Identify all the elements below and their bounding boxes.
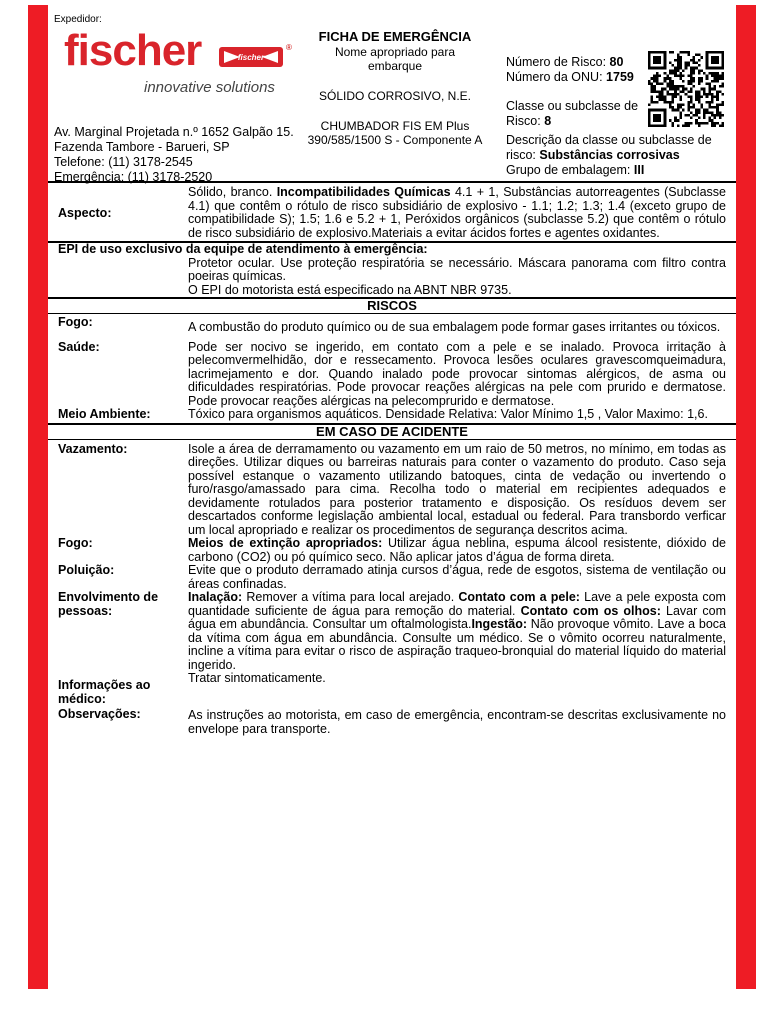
medico-text: Tratar sintomaticamente. [188, 671, 326, 685]
acidente-fogo-row [48, 537, 736, 564]
onu-number: 1759 [606, 70, 634, 84]
left-red-border [28, 5, 48, 989]
sheet-body [48, 184, 736, 736]
epi-section [48, 241, 736, 297]
aspecto-text-post: 4.1 + 1, Substâncias autorreagentes (Subclasse 4.1) que contêm o rótulo de risco subsidiário de explosivo - 1.1; 1.2; 1.3; 1.4 (exceto grupo de compatibilidade S); 1.5; 1.6 e 5.2 + 1, Peróxidos orgânicos (subclasse 5.2) que contêm o rótulo de risco subsidiário de explosivo.Materiais a evitar ácidos fortes e agentes oxidantes. [188, 185, 726, 240]
inalacao-label: Inalação: [188, 590, 243, 604]
header [48, 5, 736, 183]
incompatibilidades-label: Incompatibilidades Químicas [276, 185, 451, 199]
shipping-name-label: Nome apropriado para embarque [334, 45, 456, 73]
onu-label: Número da ONU: [506, 70, 603, 84]
epi-title: EPI de uso exclusivo da equipe de atendimento à emergência: [58, 242, 428, 256]
inalacao-text: Remover a vítima para local arejado. [246, 590, 455, 604]
expedidor-label: Expedidor: [54, 14, 102, 25]
pele-text: Lave a pele exposta com quantidade suficiente de água para remoção do material. [188, 590, 726, 618]
envolvimento-label: Envolvimento de pessoas: [58, 590, 159, 618]
qr-code [648, 51, 724, 127]
fischer-plug-icon [218, 45, 284, 69]
observacoes-label: Observações: [58, 707, 141, 721]
shipping-name: SÓLIDO CORROSIVO, N.E. [318, 89, 472, 103]
vazamento-row [48, 443, 736, 538]
packing-group-label: Grupo de embalagem: [506, 163, 631, 177]
saude-text: Pode ser nocivo se ingerido, em contato com a pele e se inalado. Provoca irritação à pelecomvermelhidão, dor e ressecamento. Provoca lesões oculares gravescomqueimadura, lacrimejamento e dor. Quando inalado pode provocar sintomas alérgicos, de asma ou dificuldades respiratórias. Pode provocar reações alérgicas na pele com prurido e dermatose. Pode provocar reações alérgicas na pelecomprurido e dermatose. [188, 339, 726, 408]
observacoes-text: As instruções ao motorista, em caso de emergência, encontram-se descritas exclusivamente no envelope para transporte. [188, 708, 726, 736]
aspecto-label: Aspecto: [58, 206, 112, 220]
ingestao-text: Não provoque vômito. Lave a boca da vítima com água em abundância. Consulte um médico. Se o vômito ocorreu naturalmente, incline a vítima para evitar o risco de aspiração traqueo-bronquial do material líquido do material ingerido. [188, 617, 726, 672]
phone-line: Telefone: (11) 3178-2545 [54, 155, 193, 169]
fischer-logo: fischer [64, 26, 202, 75]
vazamento-label: Vazamento: [58, 441, 128, 456]
registered-mark: ® [286, 43, 292, 52]
risk-number: 80 [609, 55, 624, 69]
address-line: Av. Marginal Projetada n.º 1652 Galpão 15. [54, 125, 294, 139]
aspecto-text-pre: Sólido, branco. [188, 185, 273, 199]
vazamento-text: Isole a área de derramamento ou vazamento em um raio de 50 metros, no mínimo, em todas as direções. Utilizar diques ou barreiras naturais para conter o vazamento do produto. Caso seja possível estanque o vazamento utilizando batoques, cinta de vedação ou invertendo o furo/rasgo/amassado para cima. Recolha todo o material em recipientes adequados e devidamente rotulados para posterior tratamento e disposição. Os resíduos devem ser descartados conforme legislação ambiental local, estadual ou federal. Para transbordo verficar um local apropriado e realizar os procedimentos de segurança descritos acima. [188, 441, 726, 537]
class-desc: Substâncias corrosivas [539, 148, 680, 162]
page-title: FICHA DE EMERGÊNCIA [318, 29, 472, 44]
ingestao-label: Ingestão: [471, 617, 528, 631]
envolvimento-row [48, 591, 736, 672]
product-name: CHUMBADOR FIS EM Plus 390/585/1500 S - Componente A [307, 119, 483, 147]
acidente-fogo-label: Fogo: [58, 536, 93, 550]
olhos-text: Lavar com água em abundância. Consultar um oftalmologista. [188, 603, 726, 631]
meio-ambiente-label: Meio Ambiente: [58, 407, 151, 421]
saude-row [48, 341, 736, 409]
poluicao-text: Evite que o produto derramado atinja cursos d’água, rede de esgotos, sistema de ventilação ou áreas confinadas. [188, 563, 726, 591]
logo-tagline: innovative solutions [144, 79, 275, 96]
olhos-label: Contato com os olhos: [520, 603, 661, 618]
envolvimento-text [188, 591, 736, 672]
riscos-heading: RISCOS [48, 297, 736, 314]
saude-label: Saúde: [58, 339, 100, 354]
observacoes-row [48, 708, 736, 736]
aspecto-text [188, 186, 736, 240]
acidente-heading: EM CASO DE ACIDENTE [48, 423, 736, 440]
acidente-fogo-text [188, 537, 736, 564]
title-block [300, 29, 490, 147]
meio-ambiente-row [48, 408, 736, 422]
class-label: Classe ou subclasse de Risco: [506, 99, 639, 128]
riscos-fogo-row [48, 316, 736, 335]
poluicao-row [48, 564, 736, 591]
epi-text-body: Protetor ocular. Use proteção respiratória se necessário. Máscara panorama com filtro contra poeiras químicas. [188, 255, 726, 283]
right-red-border [736, 5, 756, 989]
address-block [54, 125, 314, 185]
emergency-phone-line: Emergência: (11) 3178-2520 [54, 170, 213, 184]
emergency-sheet [48, 0, 736, 1024]
plug-label: fischer [237, 53, 265, 62]
extincao-text: Utilizar água neblina, espuma álcool resistente, dióxido de carbono (CO2) ou pó químico seco. Não aplicar jatos d’água de forma direta. [188, 536, 727, 564]
medico-label: Informações ao médico: [58, 678, 151, 706]
packing-group: III [633, 163, 645, 177]
epi-row [48, 257, 736, 298]
risk-number-label: Número de Risco: [506, 55, 607, 69]
class-value: 8 [544, 114, 552, 128]
riscos-fogo-text: A combustão do produto químico ou de sua embalagem pode formar gases irritantes ou tóxicos. [188, 320, 721, 334]
address-line: Fazenda Tambore - Barueri, SP [54, 140, 230, 154]
epi-note: O EPI do motorista está especificado na ABNT NBR 9735. [188, 282, 512, 297]
poluicao-label: Poluição: [58, 563, 115, 577]
riscos-fogo-label: Fogo: [58, 315, 93, 329]
class-desc-label: Descrição da classe ou subclasse de risco: [506, 133, 712, 162]
pele-label: Contato com a pele: [458, 590, 580, 604]
medico-row [48, 672, 736, 706]
meio-ambiente-text: Tóxico para organismos aquáticos. Densidade Relativa: Valor Mínimo 1,5 , Valor Maximo: 1,6. [188, 407, 708, 421]
extincao-label: Meios de extinção apropriados: [188, 536, 383, 550]
aspecto-row [48, 186, 736, 240]
epi-text [188, 257, 736, 298]
